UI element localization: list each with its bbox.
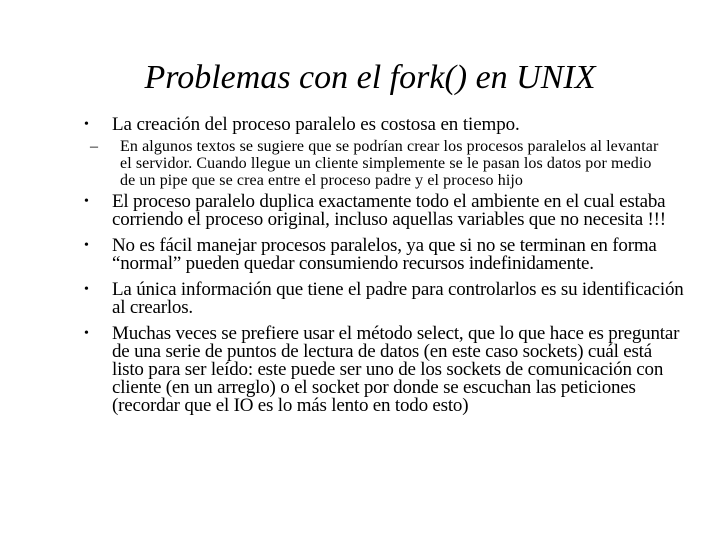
slide-title: Problemas con el fork() en UNIX xyxy=(144,59,596,96)
dash-icon: – xyxy=(90,138,98,155)
bullet-list xyxy=(84,114,684,415)
bullet-dot-icon: • xyxy=(84,238,89,253)
bullet-dot-icon: • xyxy=(84,326,89,341)
sub-bullet-text: En algunos textos se sugiere que se podrían crear los procesos paralelos al levantar el servidor. Cuando llegue un cliente simplemente se le pasan los datos por medio de un pipe que se crea entre el proceso padre y el proceso hijo xyxy=(120,138,659,189)
bullet-text: El proceso paralelo duplica exactamente todo el ambiente en el cual estaba corriendo el proceso original, incluso aquellas variables que no necesita !!! xyxy=(112,191,666,230)
bullet-text: La única información que tiene el padre para controlarlos es su identificación al crearlos. xyxy=(112,279,684,318)
bullet-dot-icon: • xyxy=(84,117,89,132)
bullet-text: Muchas veces se prefiere usar el método select, que lo que hace es preguntar de una serie de puntos de lectura de datos (en este caso sockets) cuál está listo para ser leído: este puede ser uno de los sockets de comunicación con cliente (en un arreglo) o el socket por donde se escuchan las peticiones (recordar que el IO es lo más lento en todo esto) xyxy=(112,323,680,416)
bullet-dot-icon: • xyxy=(84,282,89,297)
bullet-item xyxy=(84,325,684,415)
sub-bullet-item xyxy=(90,138,660,189)
bullet-item xyxy=(84,193,684,229)
bullet-text: No es fácil manejar procesos paralelos, ya que si no se terminan en forma “normal” pueden quedar consumiendo recursos indefinidamente. xyxy=(112,235,657,274)
bullet-text: La creación del proceso paralelo es costosa en tiempo. xyxy=(112,114,520,135)
bullet-item xyxy=(84,237,684,273)
bullet-item xyxy=(84,114,684,136)
bullet-dot-icon: • xyxy=(84,194,89,209)
bullet-item xyxy=(84,281,684,317)
